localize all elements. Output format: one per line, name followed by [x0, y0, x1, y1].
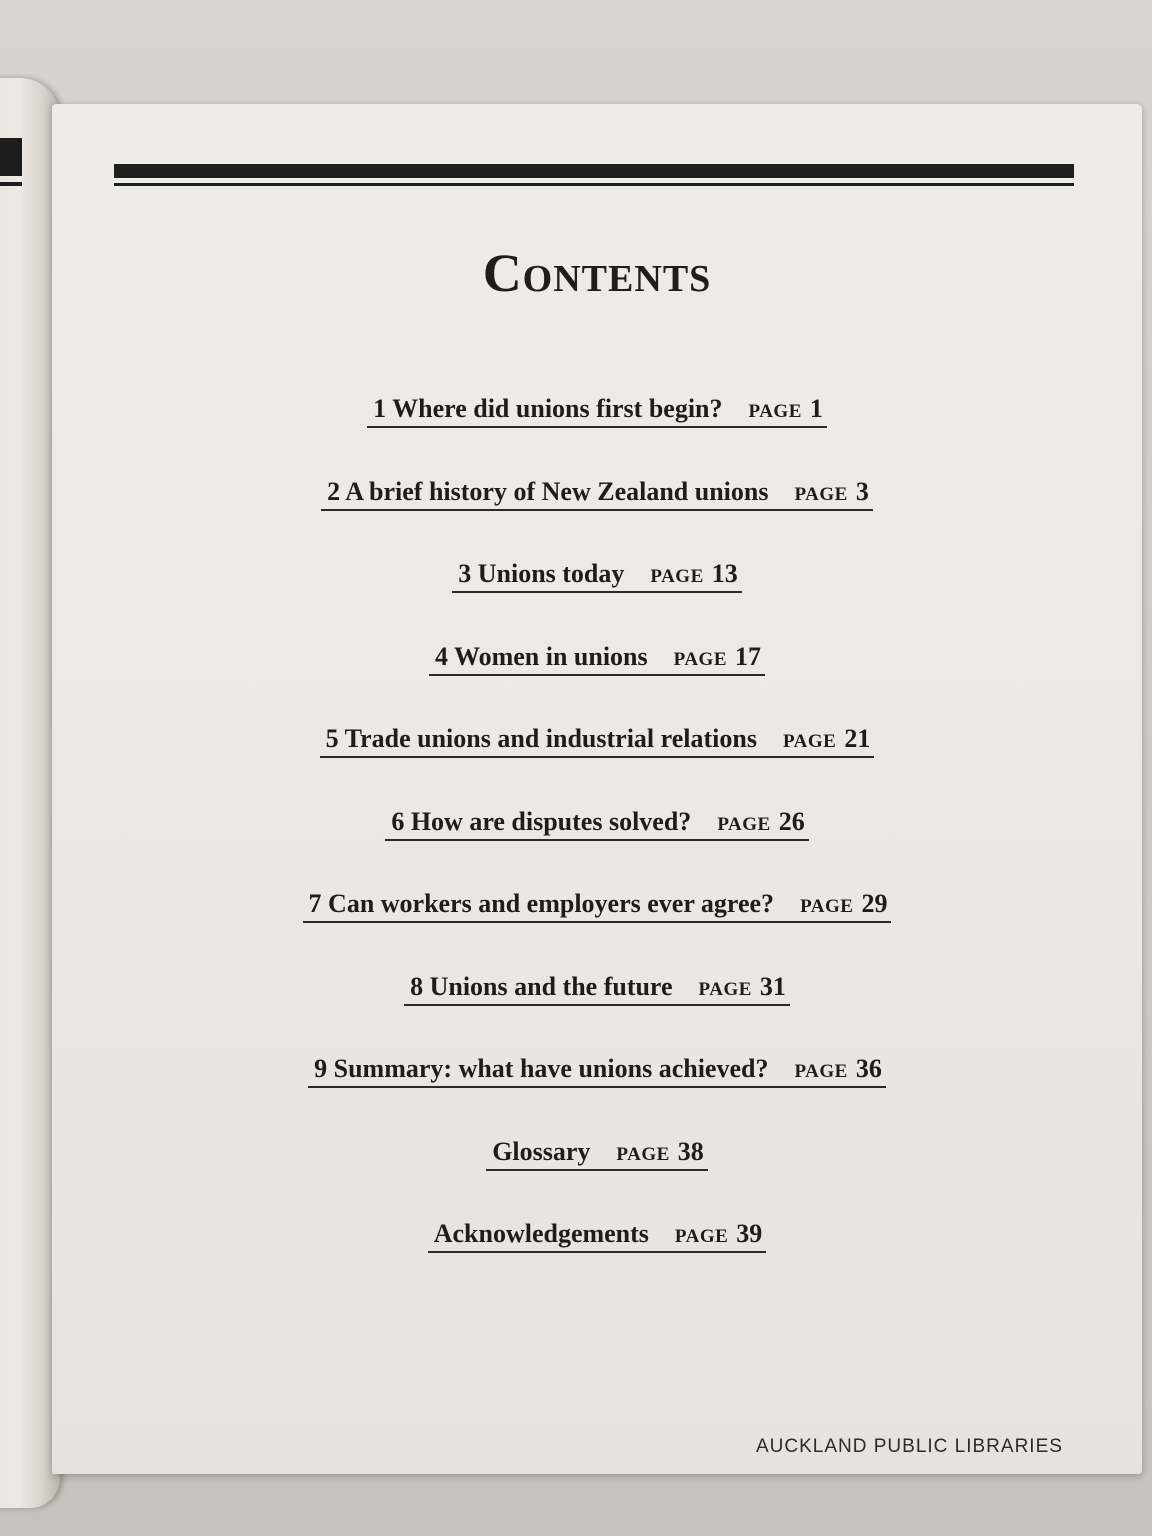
- toc-item: [52, 724, 1142, 807]
- page-number: 3: [855, 476, 869, 506]
- toc-entry-title: 9 Summary: what have unions achieved?: [314, 1054, 769, 1083]
- page-label: PAGE: [616, 1143, 670, 1165]
- toc-entry-title: Glossary: [492, 1136, 591, 1166]
- toc-entry[interactable]: [429, 642, 765, 676]
- toc-entry-title: 8 Unions and the future: [410, 971, 673, 1001]
- page-label: PAGE: [717, 813, 771, 835]
- toc-item: [52, 559, 1142, 642]
- toc-item: [52, 1219, 1142, 1302]
- toc-entry[interactable]: [303, 889, 892, 923]
- toc-entry-page: [675, 1219, 762, 1248]
- page-title: Contents: [482, 243, 712, 303]
- toc-item: [52, 889, 1142, 972]
- library-stamp: AUCKLAND PUBLIC LIBRARIES: [756, 1436, 1063, 1457]
- toc-entry[interactable]: [320, 724, 875, 758]
- toc-entry[interactable]: [428, 1219, 767, 1253]
- contents-page: [52, 104, 1142, 1474]
- toc-entry-title: Acknowledgements: [433, 1219, 649, 1248]
- facing-page-edge: [0, 78, 60, 1508]
- page-number: 31: [759, 971, 786, 1001]
- header-rule-thick: [114, 164, 1074, 178]
- page-label: PAGE: [782, 731, 837, 752]
- toc-entry-page: [800, 889, 887, 918]
- page-number: 36: [855, 1054, 882, 1083]
- toc-entry-page: [794, 477, 868, 506]
- page-label: PAGE: [650, 566, 704, 587]
- facing-page-mark: [0, 138, 22, 176]
- toc-item: [52, 807, 1142, 890]
- toc-entry-page: [749, 394, 823, 423]
- toc-entry-title: 6 How are disputes solved?: [391, 806, 692, 836]
- toc-entry-page: [674, 642, 761, 671]
- toc-entry-title: 2 A brief history of New Zealand unions: [327, 476, 769, 506]
- toc-item: [52, 394, 1142, 477]
- page-number: 13: [711, 559, 738, 588]
- toc-entry-page: [783, 724, 870, 753]
- toc-entry[interactable]: [404, 972, 790, 1006]
- table-of-contents: [52, 394, 1142, 1302]
- toc-entry[interactable]: [452, 559, 742, 593]
- page-label: PAGE: [673, 648, 728, 670]
- toc-entry[interactable]: [308, 1054, 886, 1088]
- toc-entry-page: [616, 1137, 703, 1166]
- toc-entry[interactable]: [385, 807, 808, 841]
- toc-item: [52, 972, 1142, 1055]
- toc-entry-page: [650, 559, 737, 588]
- toc-item: [52, 1137, 1142, 1220]
- page-number: 38: [677, 1136, 704, 1166]
- page-label: PAGE: [674, 1226, 729, 1247]
- toc-entry-page: [717, 807, 804, 836]
- toc-entry[interactable]: [486, 1137, 708, 1171]
- header-rule-thin: [114, 183, 1074, 186]
- page-number: 29: [861, 889, 888, 918]
- toc-entry-title: 3 Unions today: [458, 559, 625, 588]
- toc-item: [52, 642, 1142, 725]
- page-number: 17: [735, 641, 762, 671]
- page-label: PAGE: [698, 978, 752, 1000]
- page-number: 21: [844, 724, 871, 753]
- toc-item: [52, 477, 1142, 560]
- toc-entry-title: 1 Where did unions first begin?: [373, 394, 723, 423]
- page-label: PAGE: [794, 1061, 848, 1082]
- toc-entry[interactable]: [367, 394, 827, 428]
- toc-entry-page: [699, 972, 786, 1001]
- toc-entry-title: 7 Can workers and employers ever agree?: [308, 889, 775, 918]
- page-label: PAGE: [794, 483, 848, 505]
- page-label: PAGE: [748, 401, 802, 422]
- page-number: 26: [778, 806, 805, 836]
- toc-entry-page: [794, 1054, 881, 1083]
- toc-entry-title: 4 Women in unions: [434, 641, 648, 671]
- toc-entry[interactable]: [321, 477, 873, 511]
- page-number: 39: [736, 1219, 763, 1248]
- page-label: PAGE: [800, 896, 854, 917]
- page-number: 1: [809, 394, 823, 423]
- toc-item: [52, 1054, 1142, 1137]
- toc-entry-title: 5 Trade unions and industrial relations: [325, 724, 757, 753]
